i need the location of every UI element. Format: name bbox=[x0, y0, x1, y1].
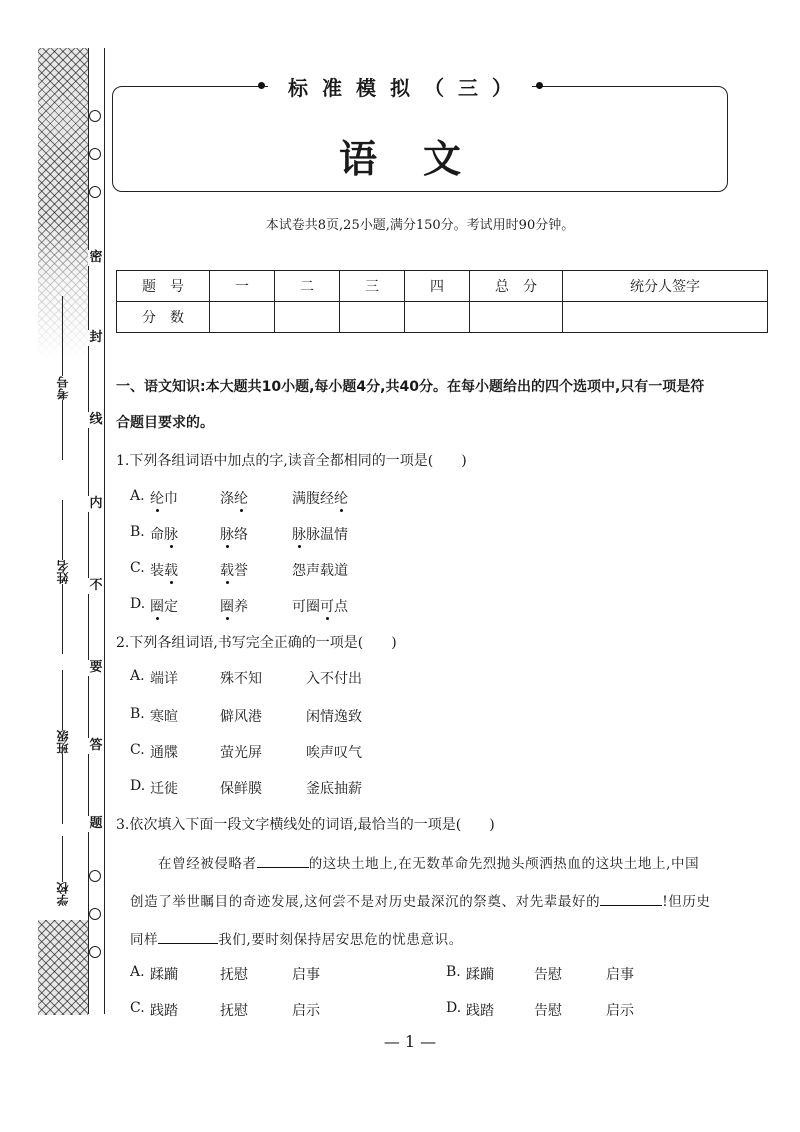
q3-passage-line: 同样 我们,要时刻保持居安思危的忧患意识。 bbox=[130, 932, 463, 948]
option-word: 涤纶 bbox=[220, 491, 248, 507]
option-word: 可圈可点 bbox=[292, 599, 348, 615]
seal-char: 内 bbox=[89, 496, 103, 511]
score-table bbox=[116, 270, 768, 333]
option-word: 蹂躏 bbox=[466, 967, 494, 983]
seal-char: 封 bbox=[89, 330, 103, 345]
option-letter: B. bbox=[130, 706, 145, 722]
table-header-cell: 二 bbox=[275, 271, 340, 302]
option-word: 告慰 bbox=[534, 1003, 562, 1019]
seal-char: 答 bbox=[89, 738, 103, 753]
option-letter: D. bbox=[130, 596, 146, 612]
option-letter: A. bbox=[130, 668, 145, 684]
option-word: 端详 bbox=[150, 671, 178, 687]
option-word: 命脉 bbox=[150, 527, 178, 543]
option-word: 寒暄 bbox=[150, 709, 178, 725]
option-word: 脉脉温情 bbox=[292, 527, 348, 543]
score-cell[interactable] bbox=[470, 302, 563, 333]
option-word: 怨声载道 bbox=[292, 563, 348, 579]
binding-hole-icon bbox=[89, 908, 101, 920]
option-word: 殊不知 bbox=[220, 671, 262, 687]
field-school[interactable] bbox=[52, 836, 72, 906]
binding-line-inner bbox=[104, 48, 105, 1014]
binding-hatch-bottom bbox=[38, 920, 88, 1015]
option-word: 抚慰 bbox=[220, 967, 248, 983]
question-1-stem: 1.下列各组词语中加点的字,读音全都相同的一项是( ) bbox=[116, 453, 467, 469]
score-cell[interactable] bbox=[210, 302, 275, 333]
option-word: 萤光屏 bbox=[220, 745, 262, 761]
seal-char: 不 bbox=[89, 578, 103, 593]
table-header-cell: 三 bbox=[340, 271, 405, 302]
binding-hole-icon bbox=[89, 110, 101, 122]
option-letter: B. bbox=[130, 524, 145, 540]
answer-blank[interactable] bbox=[158, 943, 218, 944]
option-word: 保鲜膜 bbox=[220, 781, 262, 797]
seal-char: 线 bbox=[89, 412, 103, 427]
section-heading-cont: 合题目要求的。 bbox=[116, 415, 214, 431]
table-row-label: 分 数 bbox=[117, 302, 210, 333]
binding-hole-icon bbox=[89, 186, 101, 198]
option-letter: C. bbox=[130, 1000, 145, 1016]
field-label: 姓名 bbox=[55, 560, 70, 584]
question-2-stem: 2.下列各组词语,书写完全正确的一项是( ) bbox=[116, 635, 397, 651]
option-letter: A. bbox=[130, 488, 145, 504]
table-header-cell: 题 号 bbox=[117, 271, 210, 302]
option-word: 启事 bbox=[292, 967, 320, 983]
option-letter: C. bbox=[130, 742, 145, 758]
option-word: 闲情逸致 bbox=[306, 709, 362, 725]
field-exam-number[interactable] bbox=[52, 296, 72, 460]
option-word: 启事 bbox=[606, 967, 634, 983]
table-header-cell: 总 分 bbox=[470, 271, 563, 302]
option-word: 践踏 bbox=[466, 1003, 494, 1019]
option-word: 载誉 bbox=[220, 563, 248, 579]
field-label: 考号 bbox=[55, 376, 70, 400]
option-word: 践踏 bbox=[150, 1003, 178, 1019]
option-letter: D. bbox=[446, 1000, 462, 1016]
page-number: — 1 — bbox=[383, 1032, 437, 1051]
option-letter: A. bbox=[130, 964, 145, 980]
option-word: 圈定 bbox=[150, 599, 178, 615]
option-letter: D. bbox=[130, 778, 146, 794]
option-word: 入不付出 bbox=[306, 671, 362, 687]
option-word: 装载 bbox=[150, 563, 178, 579]
binding-hole-icon bbox=[89, 870, 101, 882]
seal-char: 题 bbox=[89, 816, 103, 831]
option-word: 蹂躏 bbox=[150, 967, 178, 983]
table-header-cell: 一 bbox=[210, 271, 275, 302]
exam-subtitle: 标准模拟（三） bbox=[0, 72, 800, 101]
option-word: 迁徙 bbox=[150, 781, 178, 797]
q3-passage-line: 创造了举世瞩目的奇迹发展,这何尝不是对历史最深沉的祭奠、对先辈最好的 !但历史 bbox=[130, 894, 711, 910]
signature-cell[interactable] bbox=[563, 302, 768, 333]
score-cell[interactable] bbox=[405, 302, 470, 333]
score-cell[interactable] bbox=[275, 302, 340, 333]
field-class[interactable] bbox=[52, 670, 72, 824]
option-word: 抚慰 bbox=[220, 1003, 248, 1019]
option-word: 启示 bbox=[606, 1003, 634, 1019]
field-label: 学校 bbox=[55, 882, 70, 906]
option-word: 唉声叹气 bbox=[306, 745, 362, 761]
option-word: 告慰 bbox=[534, 967, 562, 983]
score-cell[interactable] bbox=[340, 302, 405, 333]
binding-hole-icon bbox=[89, 946, 101, 958]
exam-note: 本试卷共8页,25小题,满分150分。考试用时90分钟。 bbox=[265, 218, 575, 233]
field-label: 班级 bbox=[55, 730, 70, 754]
q3-passage-line: 在曾经被侵略者 的这块土地上,在无数革命先烈抛头颅洒热血的这块土地上,中国 bbox=[158, 856, 700, 872]
field-name[interactable] bbox=[52, 500, 72, 654]
option-word: 釜底抽薪 bbox=[306, 781, 362, 797]
option-word: 圈养 bbox=[220, 599, 248, 615]
option-word: 纶巾 bbox=[150, 491, 178, 507]
option-word: 脉络 bbox=[220, 527, 248, 543]
option-word: 僻风港 bbox=[220, 709, 262, 725]
option-letter: B. bbox=[446, 964, 461, 980]
section-heading: 一、语文知识:本大题共10小题,每小题4分,共40分。在每小题给出的四个选项中,只有一项是符 bbox=[116, 379, 705, 395]
question-3-stem: 3.依次填入下面一段文字横线处的词语,最恰当的一项是( ) bbox=[116, 817, 495, 833]
table-header-cell: 统分人签字 bbox=[563, 271, 768, 302]
seal-char: 要 bbox=[89, 660, 103, 675]
option-word: 满腹经纶 bbox=[292, 491, 348, 507]
option-word: 通牒 bbox=[150, 745, 178, 761]
option-word: 启示 bbox=[292, 1003, 320, 1019]
table-header-cell: 四 bbox=[405, 271, 470, 302]
answer-blank[interactable] bbox=[600, 905, 662, 906]
seal-char: 密 bbox=[89, 250, 103, 265]
answer-blank[interactable] bbox=[257, 867, 309, 868]
exam-title: 语文 bbox=[338, 136, 507, 181]
option-letter: C. bbox=[130, 560, 145, 576]
